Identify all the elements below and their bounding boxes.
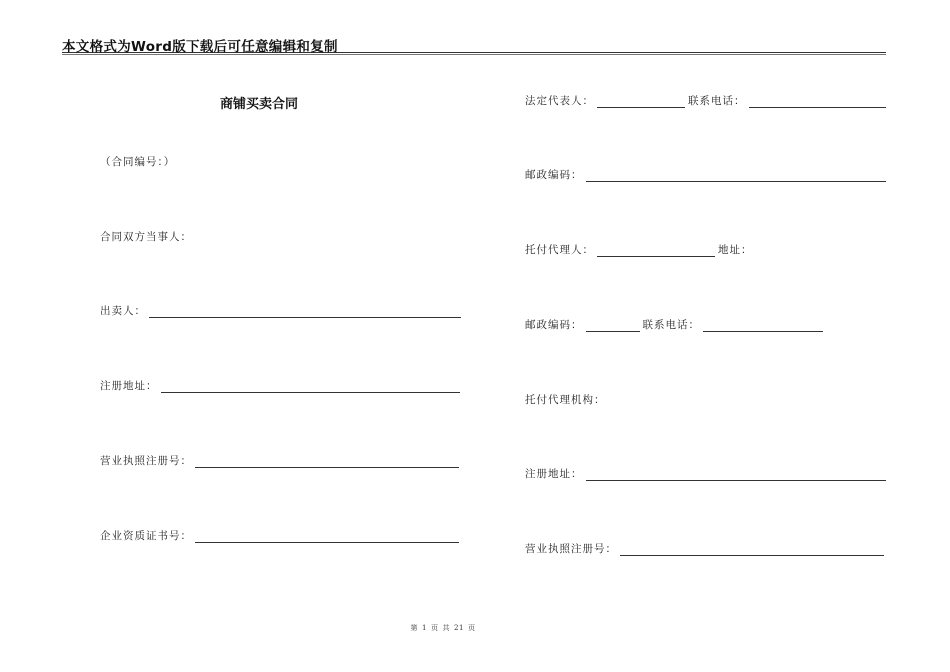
left-license-row [100, 453, 459, 468]
agent-row [525, 242, 753, 257]
right-license-blank[interactable] [620, 545, 884, 556]
header-divider [62, 54, 886, 55]
postcode-2-label: 邮政编码： [525, 319, 583, 331]
footer-total-unit: 页 [467, 624, 476, 632]
footer-page-total: 21 [454, 624, 464, 632]
right-reg-address-label: 注册地址： [525, 468, 583, 480]
left-license-blank[interactable] [195, 457, 459, 468]
page-header [62, 32, 886, 53]
agent-address-label: 地址： [718, 244, 753, 256]
postcode-1-row [525, 167, 886, 182]
left-reg-address-label: 注册地址： [100, 380, 158, 392]
phone-1-blank[interactable] [749, 97, 886, 108]
right-reg-address-row [525, 466, 886, 481]
right-license-label: 营业执照注册号： [525, 543, 617, 555]
footer-page-label: 第 [410, 624, 419, 632]
contract-number-label: （合同编号：） [100, 156, 176, 168]
agent-blank[interactable] [597, 246, 715, 257]
right-reg-address-blank[interactable] [586, 470, 886, 481]
postcode-2-blank[interactable] [586, 321, 640, 332]
legal-rep-blank[interactable] [597, 97, 685, 108]
seller-row [100, 303, 461, 318]
parties-label: 合同双方当事人： [100, 231, 192, 243]
qualification-row [100, 528, 459, 543]
qualification-label: 企业资质证书号： [100, 530, 192, 542]
phone-2-blank[interactable] [703, 321, 823, 332]
postcode-1-label: 邮政编码： [525, 169, 583, 181]
footer-total-label: 共 [442, 624, 451, 632]
header-notice: 本文格式为Word版下载后可任意编辑和复制 [62, 39, 338, 55]
contract-number-row [100, 154, 175, 169]
parties-row [100, 229, 192, 244]
left-reg-address-row [100, 378, 460, 393]
footer-page-current: 1 [422, 624, 428, 632]
postcode-1-blank[interactable] [586, 171, 886, 182]
phone-2-label: 联系电话： [642, 319, 700, 331]
footer-page-unit: 页 [431, 624, 439, 632]
qualification-blank[interactable] [195, 532, 459, 543]
right-license-row [525, 541, 884, 556]
phone-1-label: 联系电话： [688, 95, 746, 107]
agency-label: 托付代理机构： [525, 394, 606, 406]
legal-rep-label: 法定代表人： [525, 95, 594, 107]
seller-label: 出卖人： [100, 305, 146, 317]
agency-row [525, 392, 606, 407]
postcode-2-row [525, 317, 823, 332]
page-footer [0, 623, 886, 633]
document-title: 商铺买卖合同 [220, 97, 299, 112]
left-license-label: 营业执照注册号： [100, 455, 192, 467]
left-reg-address-blank[interactable] [161, 382, 460, 393]
seller-blank[interactable] [149, 307, 461, 318]
legal-rep-row [525, 93, 886, 108]
agent-label: 托付代理人： [525, 244, 594, 256]
